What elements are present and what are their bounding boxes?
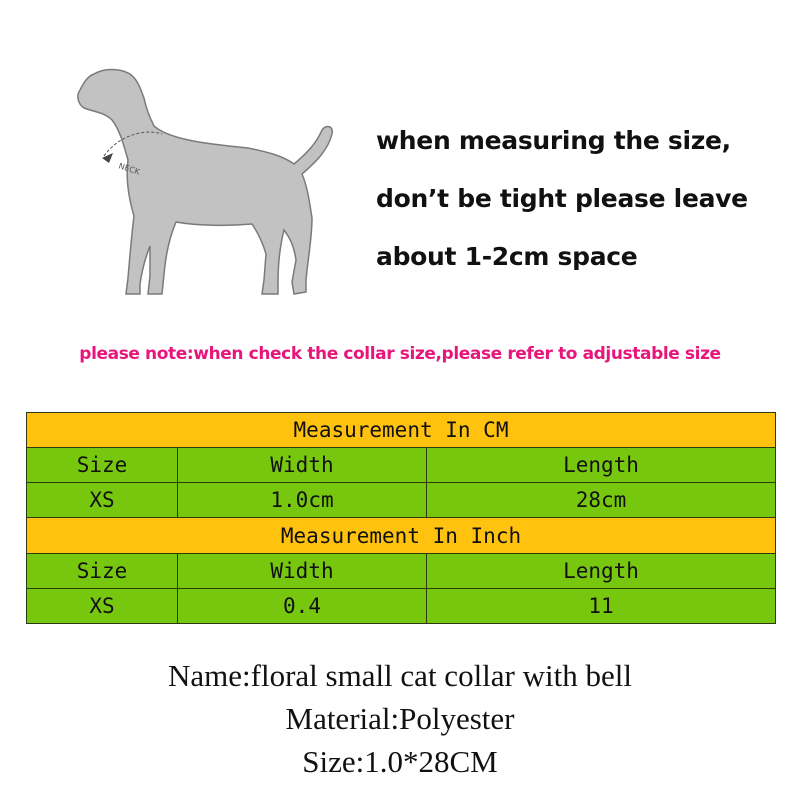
instruction-line: about 1-2cm space bbox=[376, 242, 638, 271]
product-material: Material:Polyester bbox=[285, 701, 515, 736]
cm-title: Measurement In CM bbox=[27, 413, 776, 448]
inch-title: Measurement In Inch bbox=[27, 518, 776, 553]
inch-header-row bbox=[27, 553, 776, 588]
product-size: Size:1.0*28CM bbox=[302, 744, 498, 779]
product-info bbox=[0, 654, 800, 783]
cm-header-row bbox=[27, 448, 776, 483]
inch-header-width: Width bbox=[178, 553, 427, 588]
cm-width-value: 1.0cm bbox=[178, 483, 427, 518]
instruction-line: when measuring the size, bbox=[376, 126, 731, 155]
instruction-line: don’t be tight please leave bbox=[376, 184, 748, 213]
neck-measure-arrow bbox=[102, 153, 113, 163]
cm-size-value: XS bbox=[27, 483, 178, 518]
cm-header-size: Size bbox=[27, 448, 178, 483]
size-note: please note:when check the collar size,please refer to adjustable size bbox=[79, 344, 721, 364]
cm-header-width: Width bbox=[178, 448, 427, 483]
cm-title-row bbox=[27, 413, 776, 448]
inch-width-value: 0.4 bbox=[178, 588, 427, 623]
measuring-instructions bbox=[376, 112, 796, 286]
size-table bbox=[26, 412, 776, 624]
neck-label: NECK bbox=[117, 161, 141, 177]
dog-illustration bbox=[58, 68, 348, 308]
inch-header-length: Length bbox=[427, 553, 776, 588]
inch-length-value: 11 bbox=[427, 588, 776, 623]
cm-header-length: Length bbox=[427, 448, 776, 483]
cm-data-row bbox=[27, 483, 776, 518]
inch-size-value: XS bbox=[27, 588, 178, 623]
dog-silhouette bbox=[78, 70, 332, 295]
cm-length-value: 28cm bbox=[427, 483, 776, 518]
inch-title-row bbox=[27, 518, 776, 553]
product-name: Name:floral small cat collar with bell bbox=[168, 658, 632, 693]
inch-data-row bbox=[27, 588, 776, 623]
inch-header-size: Size bbox=[27, 553, 178, 588]
